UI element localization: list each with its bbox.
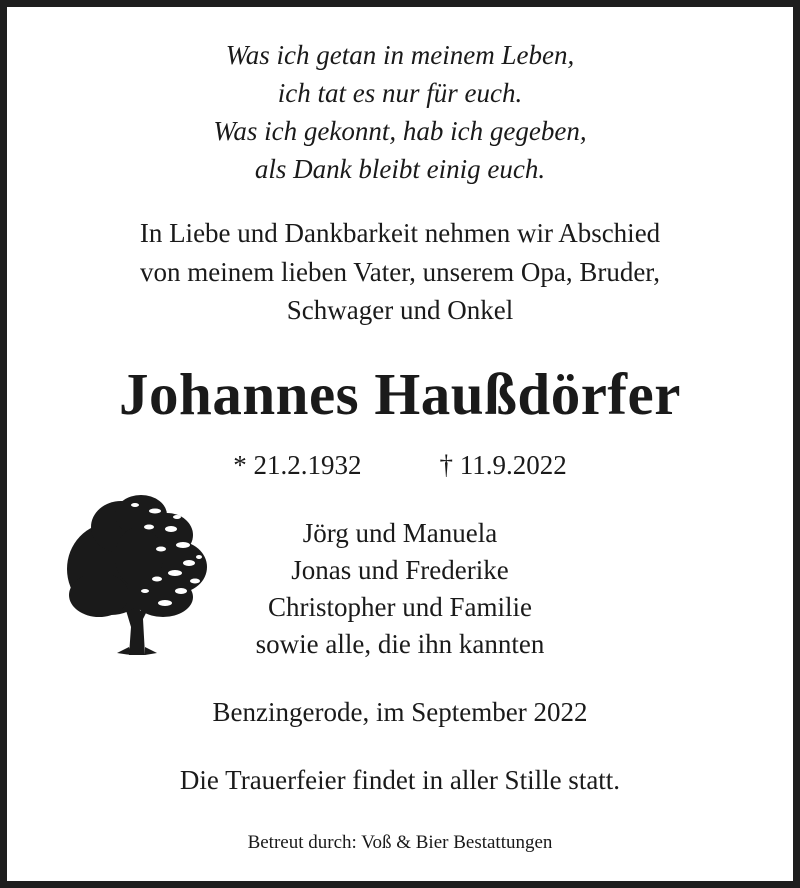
death-date: † 11.9.2022: [439, 450, 567, 480]
intro-line-3: Schwager und Onkel: [286, 295, 514, 325]
funeral-home-credit: Betreut durch: Voß & Bier Bestattungen: [247, 832, 553, 853]
verse-line-3: Was ich gekonnt, hab ich gegeben,: [213, 116, 587, 146]
birth-date: * 21.2.1932: [233, 450, 362, 480]
mourner-line-4: sowie alle, die ihn kannten: [255, 629, 545, 659]
verse-line-4: als Dank bleibt einig euch.: [254, 154, 546, 184]
mourner-line-2: Jonas und Frederike: [291, 555, 509, 585]
mourner-line-1: Jörg und Manuela: [302, 518, 498, 548]
intro-line-2: von meinem lieben Vater, unserem Opa, Bruder,: [140, 257, 660, 287]
deceased-name: Johannes Haußdörfer: [119, 361, 681, 427]
verse-line-2: ich tat es nur für euch.: [277, 78, 523, 108]
mourner-line-3: Christopher und Familie: [268, 592, 532, 622]
intro-line-1: In Liebe und Dankbarkeit nehmen wir Abschied: [139, 218, 661, 248]
ceremony-note: Die Trauerfeier findet in aller Stille statt.: [179, 765, 621, 795]
place-and-date: Benzingerode, im September 2022: [212, 697, 588, 727]
verse-line-1: Was ich getan in meinem Leben,: [225, 40, 575, 70]
life-dates: [7, 448, 793, 482]
